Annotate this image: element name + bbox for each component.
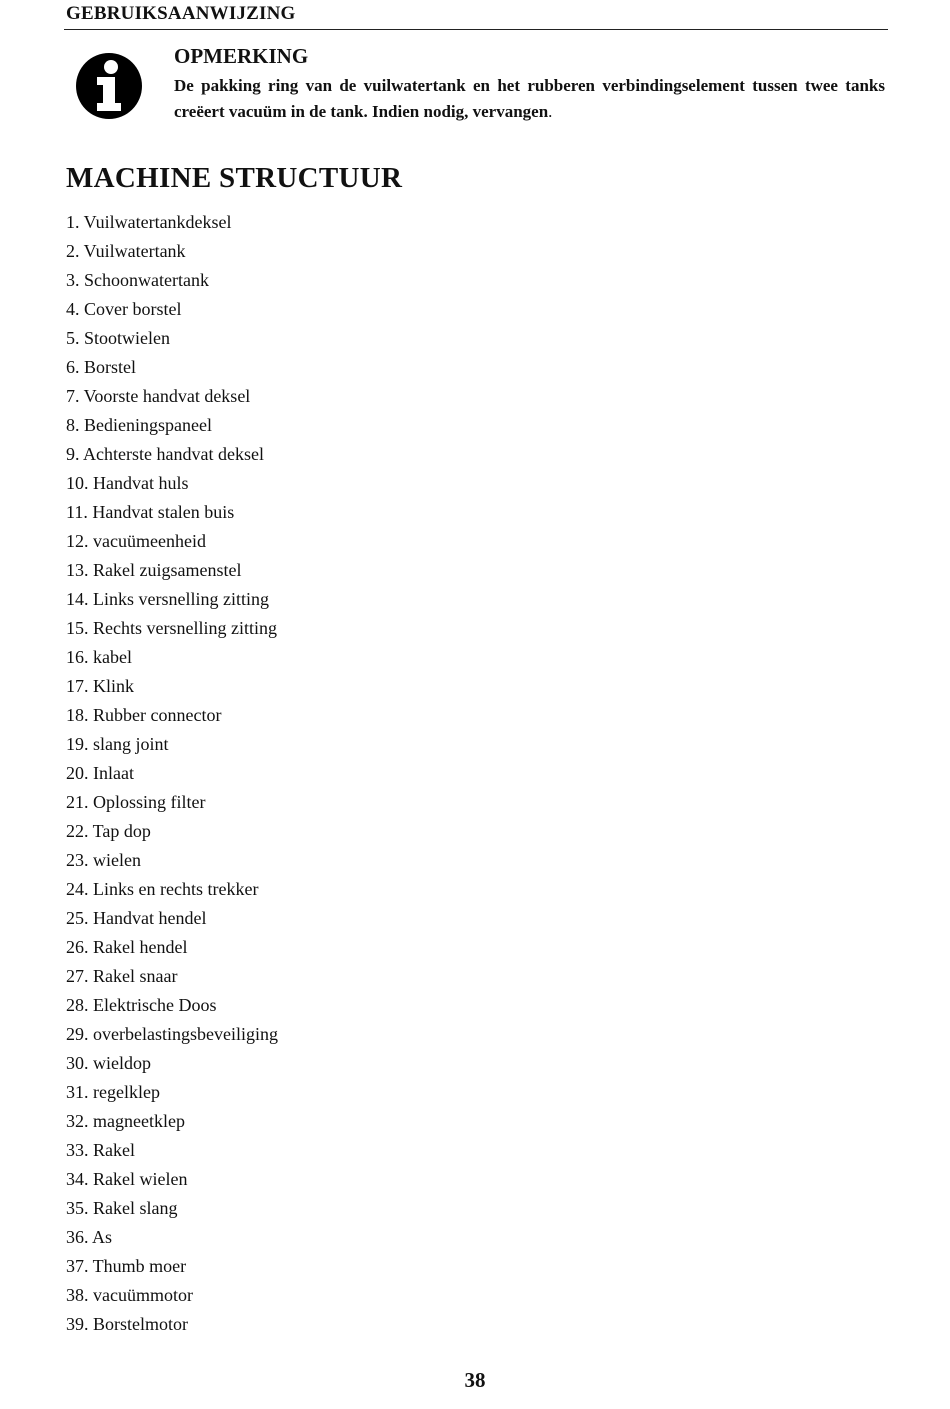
page-number: 38 bbox=[464, 1368, 486, 1392]
list-item: 22. Tap dop bbox=[66, 821, 151, 841]
list-item: 23. wielen bbox=[66, 850, 141, 870]
list-item: 7. Voorste handvat deksel bbox=[66, 386, 251, 406]
header-divider bbox=[64, 29, 888, 30]
list-item: 21. Oplossing filter bbox=[66, 792, 206, 812]
list-item: 27. Rakel snaar bbox=[66, 966, 178, 986]
list-item: 11. Handvat stalen buis bbox=[66, 502, 235, 522]
list-item: 30. wieldop bbox=[66, 1053, 151, 1073]
list-item: 37. Thumb moer bbox=[66, 1256, 187, 1276]
list-item: 35. Rakel slang bbox=[66, 1198, 178, 1218]
list-item: 9. Achterste handvat deksel bbox=[66, 444, 264, 464]
list-item: 19. slang joint bbox=[66, 734, 169, 754]
list-item: 38. vacuümmotor bbox=[66, 1285, 193, 1305]
list-item: 14. Links versnelling zitting bbox=[66, 589, 269, 609]
note-body bbox=[174, 73, 885, 125]
list-item: 24. Links en rechts trekker bbox=[66, 879, 259, 899]
note-text: De pakking ring van de vuilwatertank en het rubberen verbindingselement tussen twee tanks creëert vacuüm in de tank. Indien nodig, vervangen bbox=[174, 76, 885, 121]
list-item: 4. Cover borstel bbox=[66, 299, 182, 319]
list-item: 12. vacuümeenheid bbox=[66, 531, 206, 551]
list-item: 5. Stootwielen bbox=[66, 328, 170, 348]
list-item: 20. Inlaat bbox=[66, 763, 134, 783]
list-item: 28. Elektrische Doos bbox=[66, 995, 217, 1015]
list-item: 34. Rakel wielen bbox=[66, 1169, 188, 1189]
note-trailing-period: . bbox=[548, 102, 553, 121]
list-item: 15. Rechts versnelling zitting bbox=[66, 618, 277, 638]
list-item: 18. Rubber connector bbox=[66, 705, 222, 725]
list-item: 29. overbelastingsbeveiliging bbox=[66, 1024, 278, 1044]
list-item: 33. Rakel bbox=[66, 1140, 135, 1160]
document-header-title: GEBRUIKSAANWIJZING bbox=[66, 3, 296, 24]
list-item: 8. Bedieningspaneel bbox=[66, 415, 212, 435]
list-item: 31. regelklep bbox=[66, 1082, 160, 1102]
list-item: 36. As bbox=[66, 1227, 113, 1247]
note-title: OPMERKING bbox=[174, 44, 309, 68]
list-item: 13. Rakel zuigsamenstel bbox=[66, 560, 242, 580]
list-item: 32. magneetklep bbox=[66, 1111, 185, 1131]
list-item: 16. kabel bbox=[66, 647, 132, 667]
list-item: 6. Borstel bbox=[66, 357, 136, 377]
list-item: 39. Borstelmotor bbox=[66, 1314, 188, 1334]
list-item: 26. Rakel hendel bbox=[66, 937, 188, 957]
info-icon bbox=[75, 52, 143, 120]
list-item: 17. Klink bbox=[66, 676, 135, 696]
list-item: 3. Schoonwatertank bbox=[66, 270, 209, 290]
list-item: 1. Vuilwatertankdeksel bbox=[66, 212, 232, 232]
list-item: 25. Handvat hendel bbox=[66, 908, 207, 928]
parts-list bbox=[66, 208, 278, 1339]
list-item: 10. Handvat huls bbox=[66, 473, 189, 493]
list-item: 2. Vuilwatertank bbox=[66, 241, 186, 261]
section-title: MACHINE STRUCTUUR bbox=[66, 162, 403, 194]
